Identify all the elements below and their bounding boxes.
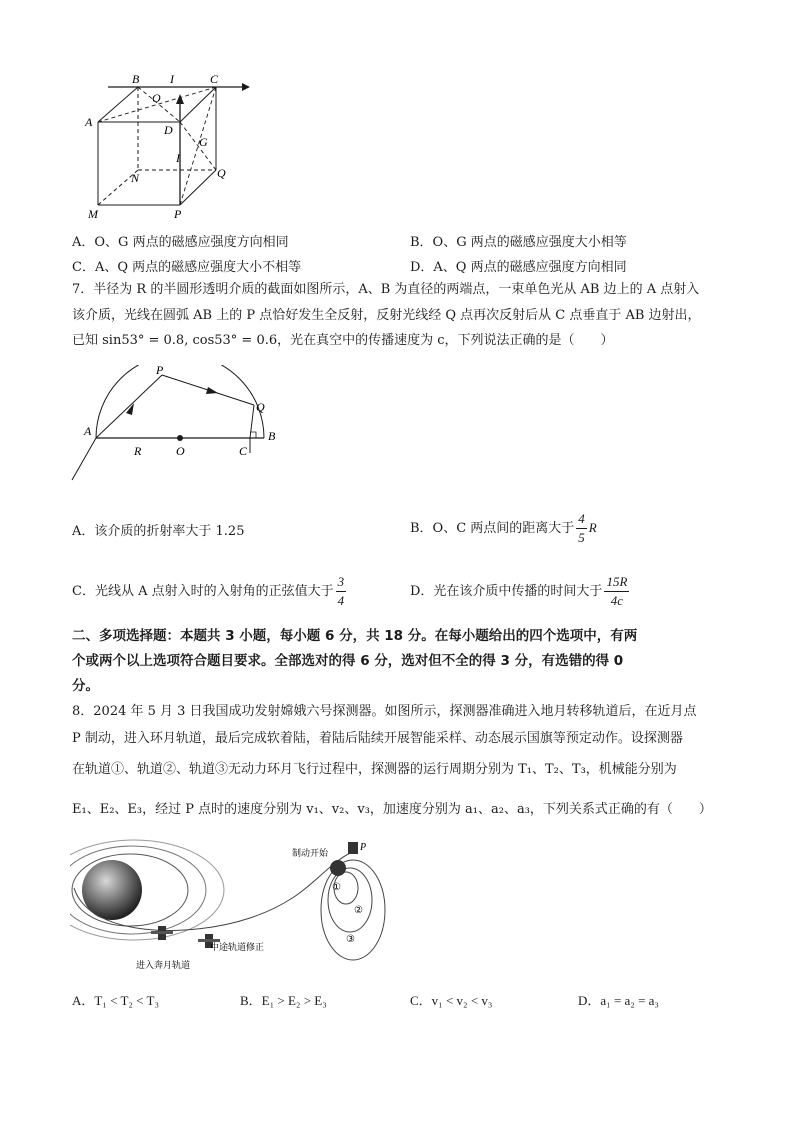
label-P: P [156, 365, 164, 377]
q7-option-c-text: C．光线从 A 点射入时的入射角的正弦值大于 [72, 584, 334, 599]
label-orbit-3: ③ [346, 934, 355, 945]
fraction [576, 510, 587, 547]
moon-small-image [330, 860, 346, 876]
label-I-mid: I [176, 151, 180, 165]
label-N: N [131, 171, 140, 185]
q8-option-b[interactable]: B．E₁ > E₂ > E₃ [240, 993, 327, 1008]
label-brake: 制动开始 [292, 848, 329, 858]
q6-option-b[interactable]: B．O、G 两点的磁感应强度大小相等 [410, 235, 627, 250]
cube-figure [70, 70, 260, 220]
q6-option-c[interactable]: C．A、Q 两点的磁感应强度大小不相等 [72, 260, 302, 275]
semicircle-figure [70, 365, 285, 495]
section2-heading-line-2: 个或两个以上选项符合题目要求。全部选对的得 6 分，选对但不全的得 3 分，有选错的得 0 [72, 653, 624, 669]
numerator: 3 [336, 573, 347, 592]
denominator: 5 [578, 530, 585, 545]
label-B: B [132, 72, 140, 86]
q8-option-d[interactable]: D．a₁ = a₂ = a₃ [578, 993, 659, 1008]
label-O: O [176, 444, 185, 458]
label-orbit-1: ① [332, 882, 341, 893]
label-P: P [174, 207, 182, 220]
label-D: D [164, 123, 173, 137]
label-O: O [152, 91, 161, 105]
q7-option-b-text: B．O、C 两点间的距离大于 [410, 521, 575, 536]
numerator: 15R [604, 573, 629, 592]
q7-option-b-unit: R [588, 520, 597, 535]
fraction [604, 573, 629, 610]
wire-up-arrow-icon [176, 94, 184, 104]
q6-option-d[interactable]: D．A、Q 两点的磁感应强度方向相同 [410, 260, 627, 275]
label-A: A [84, 424, 92, 438]
label-B: B [268, 429, 276, 443]
q7-option-b[interactable] [410, 510, 597, 547]
wire-arrow-icon [242, 83, 250, 91]
q7-stem-line-1: 7．半径为 R 的半圆形透明介质的截面如图所示，A、B 为直径的两端点，一束单色光从 AB 边上的 A 点射入 [72, 282, 700, 297]
q7-stem-line-3 [72, 331, 614, 351]
label-Q: Q [256, 400, 265, 414]
ray-arrow-icon [206, 387, 218, 394]
label-R: R [134, 444, 142, 458]
label-I-top: I [170, 72, 174, 86]
label-midcourse: 中途轨道修正 [210, 942, 265, 952]
label-G: G [199, 135, 208, 149]
fraction [336, 573, 347, 610]
label-C: C [210, 72, 219, 86]
label-P: P [360, 842, 367, 853]
q7-stem-line-2: 该介质，光线在圆弧 AB 上的 P 点恰好发生全反射，反射光线经 Q 点再次反射后从 C 点垂直于 AB 边射出， [72, 308, 701, 323]
q7-option-d-text: D．光在该介质中传播的时间大于 [410, 584, 603, 599]
label-M: M [88, 207, 98, 220]
q8-option-a[interactable]: A．T₁ < T₂ < T₃ [72, 993, 160, 1008]
numerator: 4 [576, 510, 587, 529]
section2-heading-line-1: 二、多项选择题：本题共 3 小题，每小题 6 分，共 18 分。在每小题给出的四个选项中，有两 [72, 628, 638, 644]
q8-stem-line-1: 8．2024 年 5 月 3 日我国成功发射嫦娥六号探测器。如图所示，探测器准确进入地月转移轨道后，在近月点 [72, 704, 697, 719]
q7-stem-tail: ，光在真空中的传播速度为 c，下列说法正确的是（ ） [277, 333, 614, 348]
denominator: 4 [337, 593, 345, 608]
q8-stem-line-2: P 制动，进入环月轨道，最后完成软着陆，着陆后陆续开展智能采样、动态展示国旗等预定动作。设探测器 [72, 731, 683, 746]
q7-option-a[interactable]: A．该介质的折射率大于 1.25 [72, 524, 245, 539]
q7-option-d[interactable] [410, 573, 631, 610]
label-C: C [239, 444, 248, 458]
q8-option-c[interactable]: C．v₁ < v₂ < v₃ [410, 993, 493, 1008]
section2-heading-line-3: 分。 [72, 678, 99, 694]
label-Q: Q [217, 166, 226, 180]
q8-stem-line-4: E₁、E₂、E₃，经过 P 点时的速度分别为 v₁、v₂、v₃，加速度分别为 a₁、a₂、a₃，下列关系式正确的有（ ） [72, 802, 712, 817]
q7-option-c[interactable] [72, 573, 348, 610]
probe-icon [348, 842, 358, 854]
ray-arrow-icon [126, 403, 134, 415]
label-A: A [85, 115, 93, 129]
label-enter-orbit: 进入奔月轨道 [136, 960, 191, 970]
label-orbit-2: ② [354, 905, 363, 916]
q8-stem-line-3: 在轨道①、轨道②、轨道③无动力环月飞行过程中，探测器的运行周期分别为 T₁、T₂、T₃，机械能分别为 [72, 762, 677, 777]
q7-trig-values: 已知 sin53° = 0.8, cos53° = 0.6 [72, 333, 278, 348]
orbit-figure [70, 838, 390, 973]
q6-option-a[interactable]: A．O、G 两点的磁感应强度方向相同 [72, 235, 289, 250]
solar-panel-icon [151, 931, 173, 934]
denominator: 4c [610, 593, 624, 608]
